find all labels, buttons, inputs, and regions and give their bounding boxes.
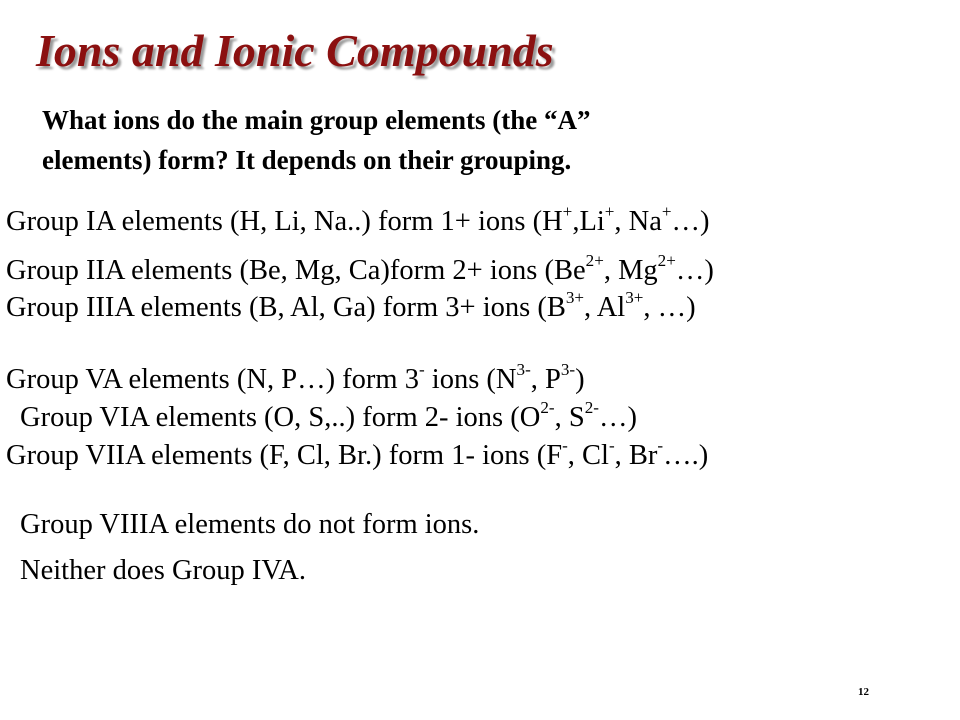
intro-question: [42, 100, 591, 180]
group-iva-note: Neither does Group IVA.: [20, 555, 307, 586]
intro-line-1: What ions do the main group elements (the “A”: [42, 105, 591, 135]
intro-line-2: elements) form? It depends on their grouping.: [42, 145, 572, 175]
group-via-line: Group VIA elements (O, S,..) form 2- ions ($O^{2-}$, $S^{2-}\dots$): [20, 398, 637, 433]
group-viia-line: Group VIIA elements (F, Cl, Br.) form 1- ions (F-, Cl-, Br-….): [6, 436, 709, 471]
slide-number: 12: [858, 686, 869, 698]
group-viiia-note: Group VIIIA elements do not form ions.: [20, 509, 480, 540]
group-va-line: Group VA elements (N, P…) form 3- ions ($N^{3-}$, $P^{3-}$): [6, 360, 585, 395]
group-ia-line: Group IA elements (H, Li, Na..) form 1+ ions (H+,Li+, Na+…): [6, 202, 710, 237]
group-iiia-line: Group IIIA elements (B, Al, Ga) form 3+ ions ($B^{3+}$, $Al^{3+}$, …): [6, 288, 696, 323]
group-iia-line: Group IIA elements (Be, Mg, Ca)form 2+ ions ($Be^{2+}$, $Mg^{2+}\dots$): [6, 251, 714, 286]
slide-title: Ions and Ionic Compounds: [36, 25, 554, 76]
